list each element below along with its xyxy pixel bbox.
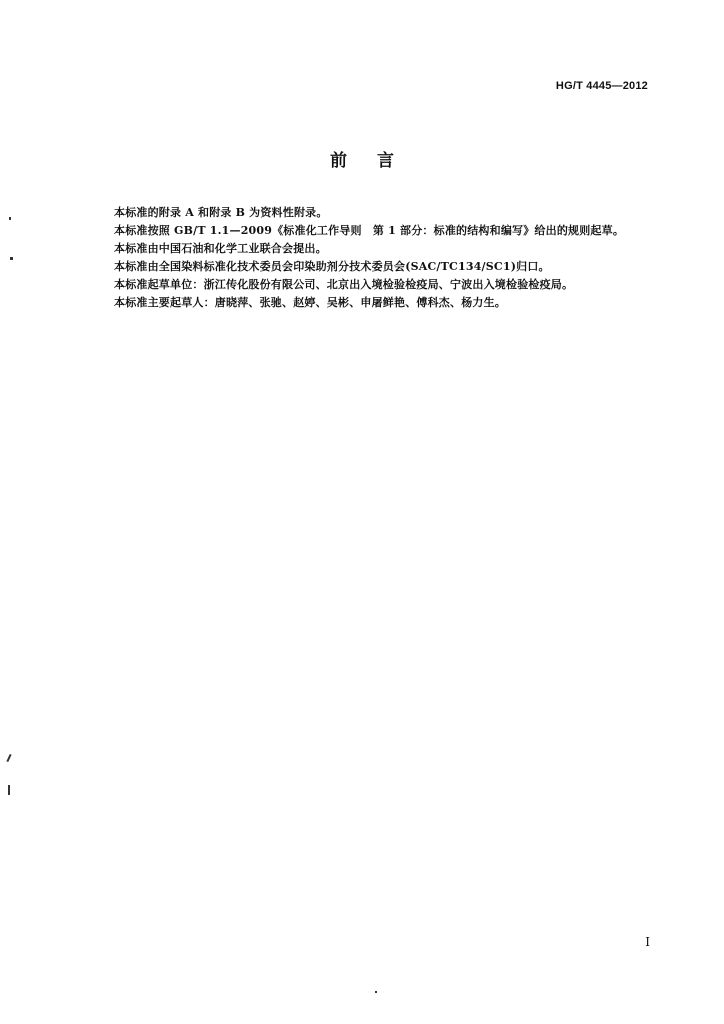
title-char-2: 言	[377, 151, 394, 171]
scan-speck	[10, 257, 13, 260]
standard-code: HG/T 4445—2012	[555, 80, 648, 92]
paragraph-drafting-rules: 本标准按照 GB/T 1.1—2009《标准化工作导则 第 1 部分：标准的结构和编写》给出的规则起草。	[114, 224, 625, 237]
paragraph-drafting-units: 本标准起草单位：浙江传化股份有限公司、北京出入境检验检疫局、宁波出入境检验检疫局。	[114, 278, 574, 291]
paragraph-drafters: 本标准主要起草人：唐晓萍、张驰、赵婷、吴彬、申屠鲜艳、傅科杰、杨力生。	[114, 296, 506, 309]
scan-speck	[9, 217, 11, 220]
paragraph-appendix: 本标准的附录 A 和附录 B 为资料性附录。	[114, 206, 328, 219]
paragraph-proposer: 本标准由中国石油和化学工业联合会提出。	[114, 242, 327, 255]
paragraph-committee: 本标准由全国染料标准化技术委员会印染助剂分技术委员会(SAC/TC134/SC1)归口。	[114, 260, 550, 273]
scan-speck	[6, 754, 11, 762]
scan-speck	[8, 785, 10, 795]
foreword-body	[114, 204, 654, 312]
scan-speck	[375, 991, 377, 993]
page-number: I	[645, 935, 650, 949]
title-char-1: 前	[330, 151, 347, 171]
page-title	[0, 146, 724, 171]
